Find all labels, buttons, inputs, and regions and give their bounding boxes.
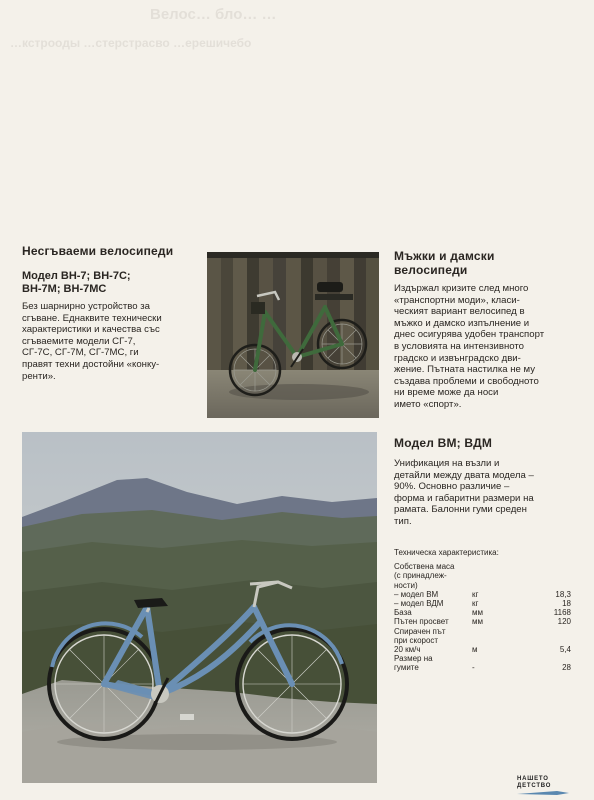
spec-label: 20 км/ч <box>394 645 421 655</box>
body-line: ни време може да носи <box>394 387 499 399</box>
show-through-text <box>0 0 594 60</box>
section-title: Модел ВМ; ВДМ <box>394 436 493 450</box>
spec-value <box>506 571 579 580</box>
spec-label: База <box>394 608 412 618</box>
spec-rows <box>394 562 579 672</box>
spec-unit: мм <box>472 608 483 618</box>
section-folding-free-bikes <box>22 244 200 382</box>
spec-unit: кг <box>472 589 479 599</box>
body-line: 90%. Основно различие – <box>394 481 510 493</box>
spec-label: – модел ВДМ <box>394 599 444 609</box>
body-line: Унификация на възли и <box>394 458 500 469</box>
spec-row <box>394 654 579 663</box>
spec-unit: кг <box>472 599 479 609</box>
spec-value <box>506 627 579 636</box>
photo-green-bicycle <box>207 252 379 418</box>
body-line: сгъваемите модели СГ-7, <box>22 335 136 347</box>
spec-row <box>394 581 579 590</box>
spec-label: гумите <box>394 663 419 673</box>
tech-spec-table <box>394 548 579 673</box>
spec-value: 5,4 <box>559 645 571 655</box>
spec-value: 18 <box>562 599 571 609</box>
spec-unit <box>462 636 506 645</box>
spec-row <box>394 636 579 645</box>
spec-unit <box>462 627 506 636</box>
spec-label: – модел ВМ <box>394 589 439 599</box>
spec-unit <box>462 581 506 590</box>
spec-caption: Техническа характеристика: <box>394 548 499 557</box>
spec-unit <box>462 562 506 571</box>
logo-arrow-icon <box>517 790 573 796</box>
section-title-line-1: Мъжки и дамски <box>394 249 495 263</box>
spec-unit <box>462 571 506 580</box>
spec-value <box>506 654 579 663</box>
spec-value: 28 <box>562 663 571 673</box>
spec-label: при скорост <box>394 635 439 645</box>
spec-unit: - <box>472 663 475 673</box>
logo-line-1: НАШЕТО <box>517 776 549 782</box>
spec-value: 120 <box>557 617 571 627</box>
body-line: в условията на интензивното <box>394 340 525 352</box>
body-line: Издържал кризите след много <box>394 283 529 294</box>
body-line: ческият вариант велосипед в <box>394 306 525 318</box>
section-body <box>394 458 579 528</box>
model-title-line-1: Модел ВН-7; ВН-7С; <box>22 270 131 282</box>
body-line: създава проблеми и свободното <box>394 375 539 387</box>
spec-row <box>394 663 579 672</box>
body-line: днес осигурява удобен транспорт <box>394 329 545 341</box>
spec-row <box>394 590 579 599</box>
body-line: «транспортни моди», класи- <box>394 294 520 306</box>
spec-row <box>394 562 579 571</box>
section-body <box>394 283 579 411</box>
spec-label: Спирачен път <box>394 626 446 636</box>
publisher-logo <box>517 776 573 796</box>
section-model-vm-vdm <box>394 436 579 528</box>
spec-value <box>506 562 579 571</box>
spec-unit: м <box>472 645 478 655</box>
spec-unit <box>462 654 506 663</box>
section-title-line-2: велосипеди <box>394 263 468 277</box>
body-line: сгъване. Еднаквите технически <box>22 312 162 324</box>
ghost-line-1: Велос… бло… … <box>150 6 277 23</box>
body-line: рамата. Балонни гуми среден <box>394 504 527 516</box>
body-line: детайли между двата модела – <box>394 469 534 481</box>
spec-value <box>506 636 579 645</box>
body-line: жение. Пътната настилка не му <box>394 364 536 376</box>
body-line: СГ-7С, СГ-7М, СГ-7МС, ги <box>22 347 139 359</box>
spec-unit: мм <box>472 617 483 627</box>
body-line: Без шарнирно устройство за <box>22 301 150 312</box>
section-mens-womens-bikes <box>394 249 579 411</box>
spec-value: 1168 <box>553 608 571 618</box>
body-line: градско и извънградско дви- <box>394 352 521 364</box>
spec-row <box>394 645 579 654</box>
spec-row <box>394 627 579 636</box>
spec-row <box>394 617 579 626</box>
spec-row <box>394 571 579 580</box>
spec-label: ности) <box>394 580 418 590</box>
spec-value: 18,3 <box>555 589 571 599</box>
body-line: характеристики и качества със <box>22 324 160 336</box>
body-line: тип. <box>394 515 412 527</box>
spec-label: Размер на <box>394 654 433 664</box>
body-line: правят техни достойни «конку- <box>22 358 160 370</box>
body-line: мъжко и дамско изпълнение и <box>394 317 530 329</box>
section-body <box>22 301 200 382</box>
body-line: името «спорт». <box>394 398 462 410</box>
spec-label: Собствена маса <box>394 562 455 572</box>
spec-label: (с принадлеж- <box>394 571 447 581</box>
section-title: Несгъваеми велосипеди <box>22 244 174 258</box>
spec-row <box>394 608 579 617</box>
logo-line-2: ДЕТСТВО <box>517 783 552 789</box>
body-line: ренти». <box>22 370 56 382</box>
spec-label: Пътен просвет <box>394 617 449 627</box>
body-line: форма и габаритни размери на <box>394 492 534 504</box>
spec-row <box>394 599 579 608</box>
ghost-line-2: …кстрооды …стерстрасво …ерешичебо <box>10 36 252 50</box>
spec-value <box>506 581 579 590</box>
photo-blue-bicycle-landscape <box>22 432 377 783</box>
model-title-line-2: ВН-7М; ВН-7МС <box>22 283 107 295</box>
